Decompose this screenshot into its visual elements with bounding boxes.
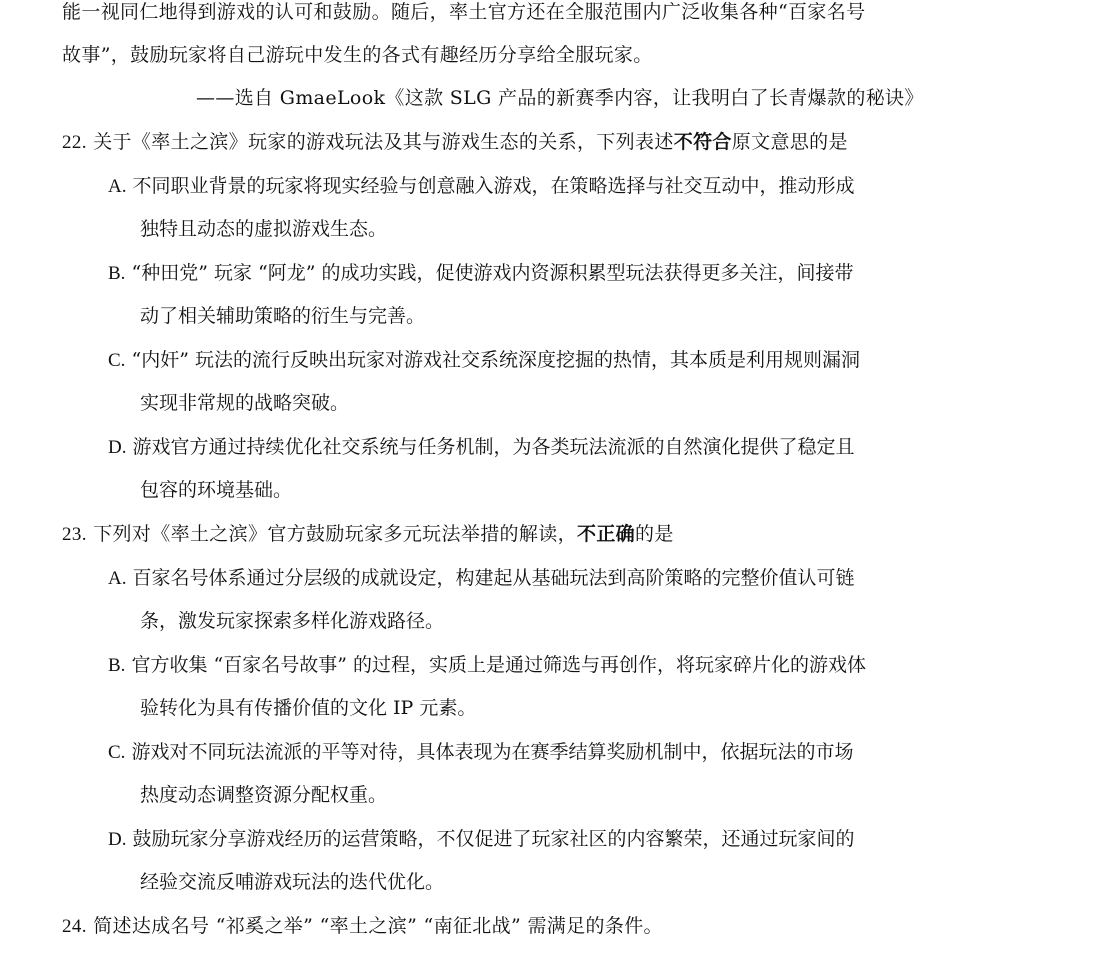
q22-option-b-line2: 动了相关辅助策略的衍生与完善。: [140, 305, 426, 327]
option-letter: A.: [108, 568, 127, 589]
q22-option-a-line1: [108, 174, 855, 199]
option-letter: D.: [108, 829, 127, 850]
q23-option-a-line1: [108, 566, 855, 591]
option-letter: B.: [108, 263, 126, 284]
q22-option-a-line2: 独特且动态的虚拟游戏生态。: [140, 218, 388, 240]
option-letter: B.: [108, 655, 126, 676]
q23-option-c-line1: [108, 740, 854, 765]
option-text: 鼓励玩家分享游戏经历的运营策略，不仅促进了玩家社区的内容繁荣，还通过玩家间的: [132, 828, 855, 850]
q23-option-d-line2: 经验交流反哺游戏玩法的迭代优化。: [140, 871, 445, 893]
q22-option-d-line2: 包容的环境基础。: [140, 479, 293, 501]
option-text: “种田党” 玩家 “阿龙” 的成功实践，促使游戏内资源积累型玩法获得更多关注，间接带: [131, 262, 854, 284]
q22-option-d-line1: [108, 435, 855, 460]
q23-option-a-line2: 条，激发玩家探索多样化游戏路径。: [140, 610, 445, 632]
option-letter: C.: [108, 742, 126, 763]
option-letter: C.: [108, 350, 126, 371]
option-text: 游戏官方通过持续优化社交系统与任务机制，为各类玩法流派的自然演化提供了稳定且: [132, 436, 855, 458]
q23-option-c-line2: 热度动态调整资源分配权重。: [140, 784, 388, 806]
question-number: 22.: [62, 132, 87, 153]
q22-option-c-line1: [108, 348, 860, 373]
question-22-stem: [62, 130, 848, 155]
stem-text: 下列对《率土之滨》官方鼓励玩家多元玩法举措的解读，: [93, 523, 577, 545]
question-number: 23.: [62, 524, 87, 545]
q23-option-d-line1: [108, 827, 855, 852]
stem-text: 简述达成名号 “祁奚之举” “率土之滨” “南征北战” 需满足的条件。: [93, 915, 663, 937]
option-letter: A.: [108, 176, 127, 197]
stem-emphasis: 不正确: [576, 523, 636, 545]
passage-line-1: 能一视同仁地得到游戏的认可和鼓励。随后，率土官方还在全服范围内广泛收集各种“百家名号: [62, 1, 866, 23]
stem-emphasis: 不符合: [673, 131, 732, 153]
stem-text-end: 原文意思的是: [731, 131, 848, 153]
question-number: 24.: [62, 916, 87, 937]
passage-source: ——选自 GmaeLook《这款 SLG 产品的新赛季内容，让我明白了长青爆款的秘诀》: [196, 87, 924, 109]
option-text: 不同职业背景的玩家将现实经验与创意融入游戏，在策略选择与社交互动中，推动形成: [132, 175, 855, 197]
option-letter: D.: [108, 437, 127, 458]
option-text: 百家名号体系通过分层级的成就设定，构建起从基础玩法到高阶策略的完整价值认可链: [132, 567, 855, 589]
stem-text-end: 的是: [635, 523, 674, 545]
question-23-stem: [62, 522, 674, 547]
q23-option-b-line1: [108, 653, 866, 678]
option-text: 游戏对不同玩法流派的平等对待，具体表现为在赛季结算奖励机制中，依据玩法的市场: [131, 741, 854, 763]
passage-line-2: 故事”，鼓励玩家将自己游玩中发生的各式有趣经历分享给全服玩家。: [62, 44, 653, 66]
question-24-stem: [62, 914, 663, 939]
q23-option-b-line2: 验转化为具有传播价值的文化 IP 元素。: [140, 697, 477, 719]
stem-text: 关于《率土之滨》玩家的游戏玩法及其与游戏生态的关系，下列表述: [93, 131, 674, 153]
option-text: “内奸” 玩法的流行反映出玩家对游戏社交系统深度挖掘的热情，其本质是利用规则漏洞: [131, 349, 860, 371]
q22-option-b-line1: [108, 261, 853, 286]
q22-option-c-line2: 实现非常规的战略突破。: [140, 392, 350, 414]
option-text: 官方收集 “百家名号故事” 的过程，实质上是通过筛选与再创作，将玩家碎片化的游戏体: [131, 654, 866, 676]
